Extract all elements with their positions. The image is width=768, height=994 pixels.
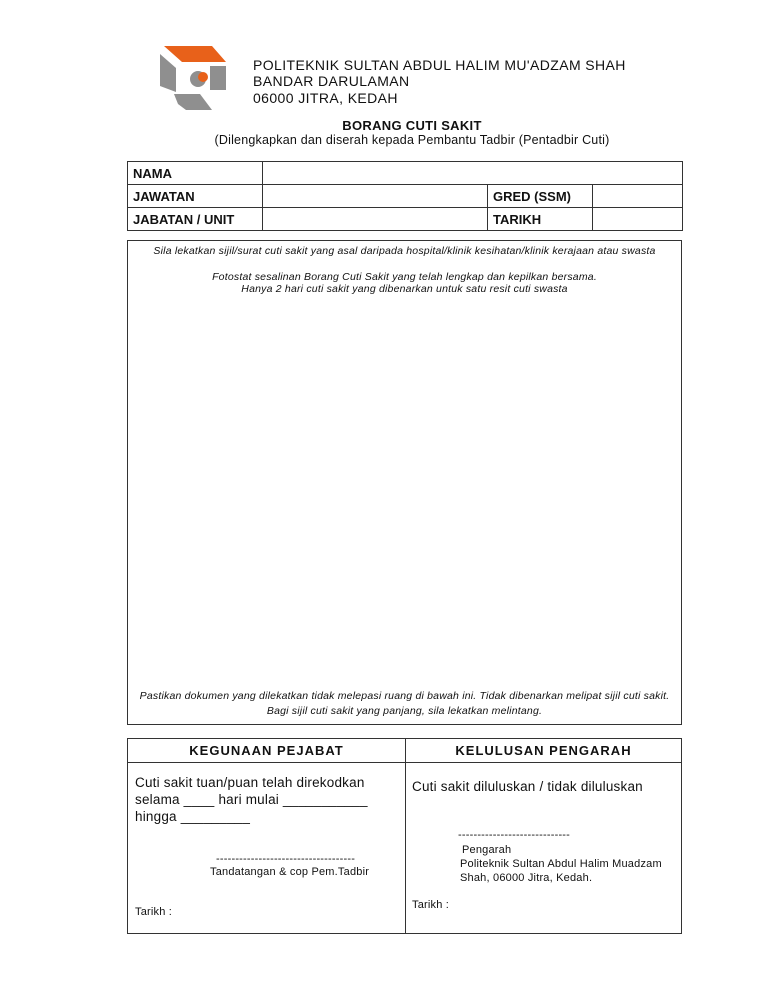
attach-footer-orientation: Bagi sijil cuti sakit yang panjang, sila lekatkan melintang.: [266, 705, 543, 717]
approval-status-text: Cuti sakit diluluskan / tidak diluluskan: [412, 779, 643, 794]
office-approval-section: [127, 738, 682, 934]
polytechnic-logo-icon: [160, 46, 228, 110]
institution-location: BANDAR DARULAMAN: [253, 73, 410, 89]
approval-role: Pengarah: [462, 844, 512, 856]
jabatan-label: JABATAN / UNIT: [128, 208, 263, 231]
jawatan-field[interactable]: [263, 185, 488, 208]
certificate-attach-area: [127, 240, 682, 725]
nama-field[interactable]: [263, 162, 683, 185]
jawatan-label: JAWATAN: [128, 185, 263, 208]
approval-signature-line: -----------------------------: [458, 829, 571, 841]
gred-label: GRED (SSM): [488, 185, 593, 208]
form-title: BORANG CUTI SAKIT: [342, 118, 482, 133]
attach-note-limit: Hanya 2 hari cuti sakit yang dibenarkan untuk satu resit cuti swasta: [241, 283, 568, 295]
section-divider-vertical: [405, 739, 406, 933]
jabatan-field[interactable]: [263, 208, 488, 231]
office-use-heading: KEGUNAAN PEJABAT: [189, 743, 344, 758]
attach-note-photocopy: Fotostat sesalinan Borang Cuti Sakit yang telah lengkap dan kepilkan bersama.: [212, 271, 597, 283]
institution-address: 06000 JITRA, KEDAH: [253, 90, 398, 106]
tarikh-label: TARIKH: [488, 208, 593, 231]
attach-instruction: Sila lekatkan sijil/surat cuti sakit yang asal daripada hospital/klinik kesihatan/klinik kerajaan atau swasta: [153, 245, 656, 257]
office-date-label: Tarikh :: [135, 906, 173, 918]
approval-institution-line2: Shah, 06000 Jitra, Kedah.: [460, 872, 593, 884]
tarikh-field[interactable]: [593, 208, 683, 231]
office-record-line3: hingga _________: [135, 809, 251, 824]
attach-footer-warning: Pastikan dokumen yang dilekatkan tidak melepasi ruang di bawah ini. Tidak dibenarkan melipat sijil cuti sakit.: [139, 690, 670, 702]
form-subtitle: (Dilengkapkan dan diserah kepada Pembantu Tadbir (Pentadbir Cuti): [214, 133, 610, 147]
approval-date-label: Tarikh :: [412, 899, 450, 911]
institution-name: POLITEKNIK SULTAN ABDUL HALIM MU'ADZAM SHAH: [253, 57, 626, 73]
approval-institution-line1: Politeknik Sultan Abdul Halim Muadzam: [460, 858, 662, 870]
nama-label: NAMA: [128, 162, 263, 185]
office-signature-label: Tandatangan & cop Pem.Tadbir: [210, 866, 370, 878]
approval-heading: KELULUSAN PENGARAH: [455, 743, 632, 758]
office-record-line2: selama ____ hari mulai ___________: [135, 792, 368, 807]
employee-info-table: [127, 161, 683, 231]
office-signature-line: ------------------------------------: [216, 853, 356, 865]
gred-field[interactable]: [593, 185, 683, 208]
office-record-line1: Cuti sakit tuan/puan telah direkodkan: [135, 775, 365, 790]
